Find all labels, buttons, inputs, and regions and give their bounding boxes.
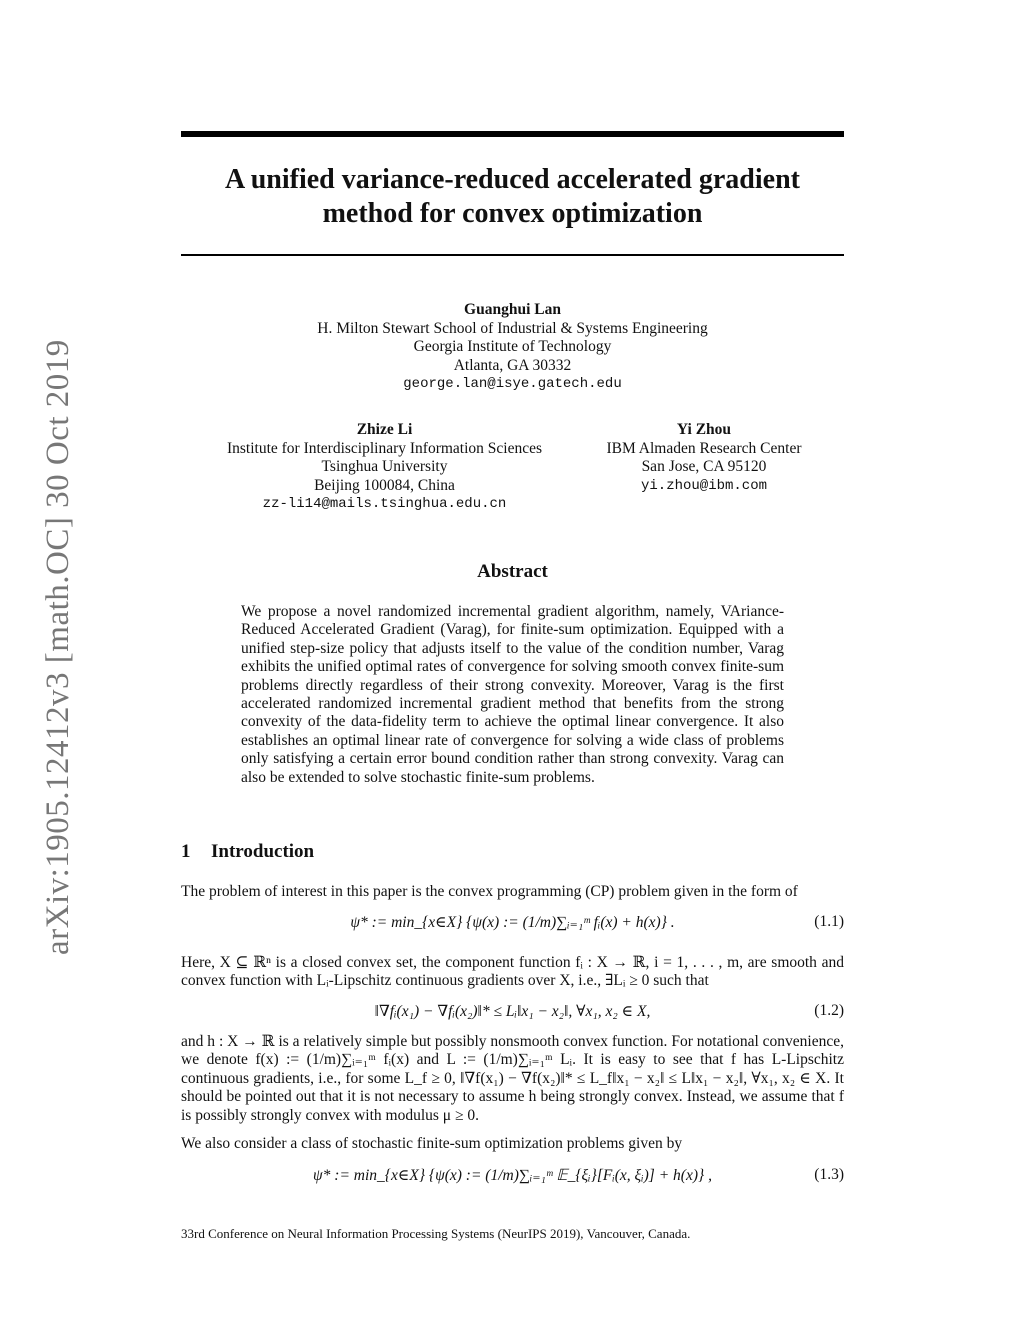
author-block-lan [181,301,844,394]
equation-tag: (1.2) [814,1002,844,1019]
conference-footnote: 33rd Conference on Neural Information Processing Systems (NeurIPS 2019), Vancouver, Canada. [181,1226,691,1241]
paragraph-2: Here, X ⊆ ℝⁿ is a closed convex set, the component function fᵢ : X → ℝ, i = 1, . . . , m, are smooth and convex function with Lᵢ-Lipschitz continuous gradients over X, i.e., ∃Lᵢ ≥ 0 such that [181,954,844,990]
title-rule-bottom [181,254,844,256]
section-heading-introduction [181,841,314,863]
section-title: Introduction [211,841,315,862]
author-name: Yi Zhou [676,421,732,438]
equation-tag: (1.3) [814,1166,844,1183]
equation-1-2 [181,1002,844,1026]
arxiv-sidebar-stamp: arXiv:1905.12412v3 [math.OC] 30 Oct 2019 [40,339,76,955]
paragraph-4: We also consider a class of stochastic finite-sum optimization problems given by [181,1135,683,1152]
author-name: Guanghui Lan [464,301,561,318]
author-affiliation-line: IBM Almaden Research Center [606,439,802,457]
paper-title: A unified variance-reduced accelerated gradient method for convex optimization [225,164,800,229]
author-email: yi.zhou@ibm.com [640,477,768,494]
author-email: zz-li14@mails.tsinghua.edu.cn [262,496,507,512]
author-affiliation-line: H. Milton Stewart School of Industrial & Systems Engineering [317,319,708,337]
equation-1-3 [181,1166,844,1190]
equation-tag: (1.1) [814,913,844,930]
author-affiliation-line: Institute for Interdisciplinary Information Sciences [226,439,543,457]
author-block-li [206,421,563,514]
paragraph-1: The problem of interest in this paper is the convex programming (CP) problem given in the form of [181,883,798,900]
author-block-zhou [590,421,818,495]
author-affiliation-line: Tsinghua University [321,458,448,475]
paragraph-3: and h : X → ℝ is a relatively simple but possibly nonsmooth convex function. For notational convenience, we denote f(x) := (1/m)∑ᵢ₌₁ᵐ fᵢ(x) and L := (1/m)∑ᵢ₌₁ᵐ Lᵢ. It is easy to see that f has L-Lipschitz continuous gradients, i.e., for some L_f ≥ 0, ‖∇f(x₁) − ∇f(x₂)‖* ≤ L_f‖x₁ − x₂‖ ≤ L‖x₁ − x₂‖, ∀x₁, x₂ ∈ X. It should be pointed out that it is not necessary to assume h being strongly convex. Instead, we assume that f is possibly strongly convex with modulus μ ≥ 0. [181,1033,844,1124]
equation-1-1 [181,913,844,937]
abstract-body [241,603,784,787]
title-rule-top [181,131,844,137]
abstract-heading: Abstract [477,561,548,582]
equation-body: ψ* := min_{x∈X} {ψ(x) := (1/m)∑ᵢ₌₁ᵐ fᵢ(x) + h(x)} . [350,914,675,931]
author-affiliation-line: Georgia Institute of Technology [413,338,612,355]
abstract-text: We propose a novel randomized incremental gradient algorithm, namely, VAriance-Reduced Accelerated Gradient (Varag), for finite-sum optimization. Equipped with a unified step-size policy that adjusts itself to the value of the condition number, Varag exhibits the unified optimal rates of convergence for solving smooth convex finite-sum problems directly regardless of their strong convexity. Moreover, Varag is the first accelerated randomized incremental gradient method that benefits from the strong convexity of the data-fidelity term to achieve the optimal linear convergence. It also establishes an optimal linear rate of convergence for solving a wide class of problems only satisfying a certain error bound condition rather than strong convexity. Varag can also be extended to solve stochastic finite-sum problems. [241,603,784,786]
equation-body: ψ* := min_{x∈X} {ψ(x) := (1/m)∑ᵢ₌₁ᵐ 𝔼_{ξᵢ}[Fᵢ(x, ξᵢ)] + h(x)} , [313,1167,712,1184]
author-affiliation-line: San Jose, CA 95120 [641,458,767,475]
author-name: Zhize Li [356,421,413,438]
equation-body: ‖∇fᵢ(x₁) − ∇fᵢ(x₂)‖* ≤ Lᵢ‖x₁ − x₂‖, ∀x₁, x₂ ∈ X, [374,1003,651,1020]
author-affiliation-line: Atlanta, GA 30332 [453,356,572,374]
author-affiliation-line: Beijing 100084, China [314,476,455,494]
author-email: george.lan@isye.gatech.edu [403,376,622,392]
section-number: 1 [181,841,191,862]
